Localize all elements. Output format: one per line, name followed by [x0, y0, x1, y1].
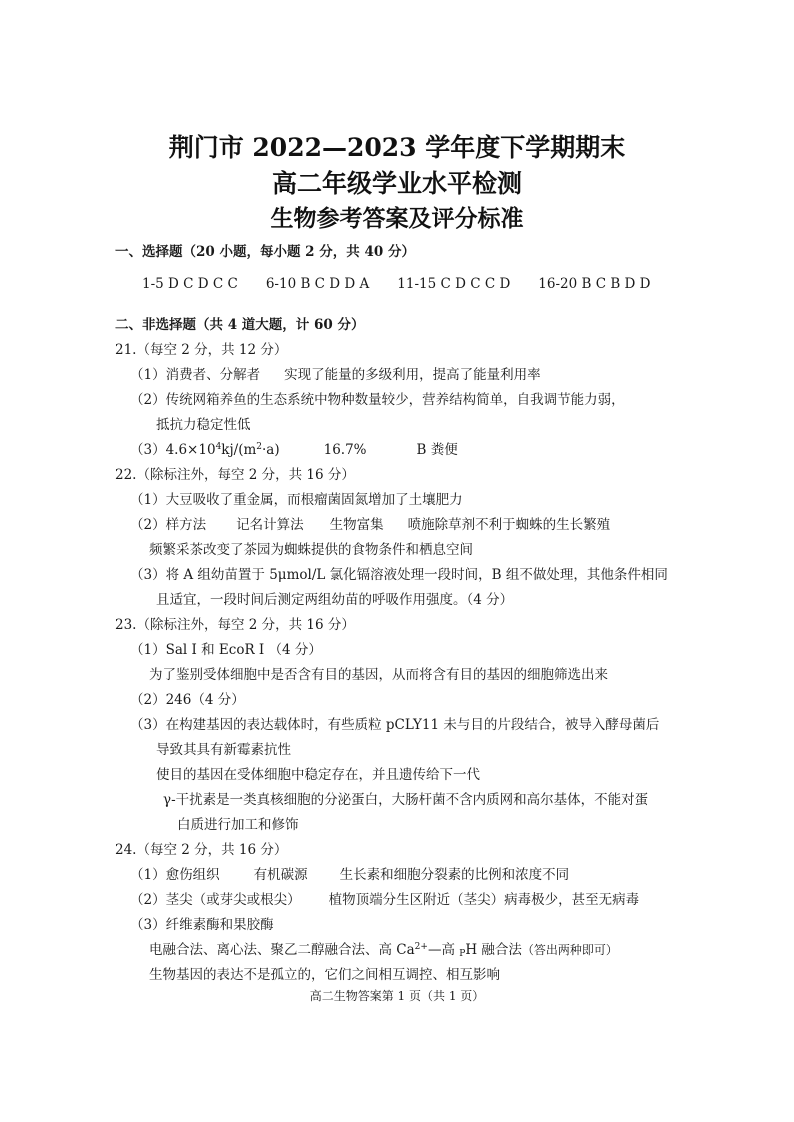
q22-a2-item3: 生物富集 [329, 517, 384, 533]
q24-a3-line2-sup: 2+ [414, 942, 428, 952]
q21-a1-part2: 实现了能量的多级利用，提高了能量利用率 [284, 367, 541, 383]
mcq-answer-group-2: 6-10 B C D D A [265, 276, 370, 292]
q24-answer-3-line3: 生物基因的表达不是孤立的，它们之间相互调控、相互影响 [149, 967, 500, 983]
q22-answer-2 [130, 513, 610, 533]
q21-answer-2-line1: （2）传统网箱养鱼的生态系统中物种数量较少，营养结构简单，自我调节能力弱， [130, 392, 625, 408]
q21-a3-mid: kj/(m [221, 442, 257, 458]
q22-a2-item2: 记名计算法 [236, 517, 304, 533]
q24-a1-item1: （1）愈伤组织 [130, 867, 220, 883]
section2-heading: 二、非选择题（共 4 道大题，计 60 分） [115, 317, 365, 333]
q22-heading: 22.（除标注外，每空 2 分，共 16 分） [115, 467, 355, 483]
q21-answer-1 [130, 363, 541, 383]
q21-answer-2-line2: 抵抗力稳定性低 [156, 417, 251, 433]
q22-answer-3-line1: （3）将 A 组幼苗置于 5μmol/L 氯化镉溶液处理一段时间，B 组不做处理，其他条件相同 [130, 567, 668, 583]
section1-heading: 一、选择题（20 小题，每小题 2 分，共 40 分） [115, 244, 415, 260]
q21-a1-part1: （1）消费者、分解者 [130, 367, 261, 383]
mcq-answer-group-3: 11-15 C D C C D [397, 276, 511, 292]
q21-heading: 21.（每空 2 分，共 12 分） [115, 342, 288, 358]
q24-answer-3: （3）纤维素酶和果胶酶 [130, 917, 274, 933]
q23-answer-3-line4: γ-干扰素是一类真核细胞的分泌蛋白，大肠杆菌不含内质网和高尔基体，不能对蛋 [163, 792, 649, 808]
q21-a3-part3: B 粪便 [416, 442, 458, 458]
q24-a3-line2-c: H 融合法 [465, 942, 522, 958]
q23-answer-3-line5: 白质进行加工和修饰 [177, 817, 299, 833]
title-line-3: 生物参考答案及评分标准 [270, 205, 524, 232]
q21-answer-3 [130, 438, 458, 458]
page-footer: 高二生物答案第 1 页（共 1 页） [309, 989, 485, 1003]
q24-a1-item3: 生长素和细胞分裂素的比例和浓度不同 [339, 867, 570, 883]
title-line-2: 高二年级学业水平检测 [271, 169, 522, 198]
q24-a1-item2: 有机碳源 [253, 867, 308, 883]
q24-a3-line2-sub: P [459, 949, 466, 959]
q24-a2-item1: （2）茎尖（或芽尖或根尖） [130, 892, 301, 908]
q23-answer-3-line3: 使目的基因在受体细胞中稳定存在，并且遗传给下一代 [156, 767, 480, 783]
q24-a3-line2-note: （答出两种即可） [521, 943, 618, 957]
q23-heading: 23.（除标注外，每空 2 分，共 16 分） [115, 617, 355, 633]
mcq-answer-group-4: 16-20 B C B D D [538, 276, 651, 292]
q24-answer-2 [130, 888, 639, 908]
q22-a2-item4: 喷施除草剂不利于蜘蛛的生长繁殖 [407, 517, 611, 533]
q22-answer-3-line2: 且适宜，一段时间后测定两组幼苗的呼吸作用强度。（4 分） [156, 592, 514, 608]
q24-answer-3-line2 [149, 938, 618, 958]
q24-a3-line2-a: 电融合法、离心法、聚乙二醇融合法、高 Ca [149, 942, 415, 958]
q21-a3-part2: 16.7% [323, 442, 367, 458]
mcq-answer-group-1: 1-5 D C D C C [142, 276, 238, 292]
q22-answer-1: （1）大豆吸收了重金属，而根瘤菌固氮增加了土壤肥力 [130, 492, 463, 508]
mcq-answers [142, 276, 651, 292]
q23-answer-3-line1: （3）在构建基因的表达载体时，有些质粒 pCLY11 未与目的片段结合，被导入酵母菌后 [130, 717, 660, 733]
q23-answer-1: （1）Sal I 和 EcoR I （4 分） [130, 642, 322, 658]
q22-a2-item1: （2）样方法 [130, 517, 207, 533]
q21-a3-end: ·a) [262, 442, 280, 458]
q24-a3-line2-b: —高 [427, 942, 460, 958]
q23-answer-3-line2: 导致其具有新霉素抗性 [156, 742, 291, 758]
q22-answer-2-line2: 频繁采茶改变了茶园为蜘蛛提供的食物条件和栖息空间 [149, 542, 473, 558]
q24-heading: 24.（每空 2 分，共 16 分） [115, 842, 288, 858]
q24-a2-item2: 植物顶端分生区附近（茎尖）病毒极少，甚至无病毒 [328, 892, 640, 908]
q23-answer-1-line2: 为了鉴别受体细胞中是否含有目的基因，从而将含有目的基因的细胞筛选出来 [149, 667, 608, 683]
title-line-1: 荆门市 2022—2023 学年度下学期期末 [168, 133, 626, 162]
q21-a3-exp1: 4 [215, 442, 222, 452]
q21-a3-exp2: 2 [256, 442, 263, 452]
q24-answer-1 [130, 863, 569, 883]
q21-a3-prefix: （3）4.6×10 [130, 442, 216, 458]
q23-answer-2: （2）246（4 分） [130, 692, 245, 708]
